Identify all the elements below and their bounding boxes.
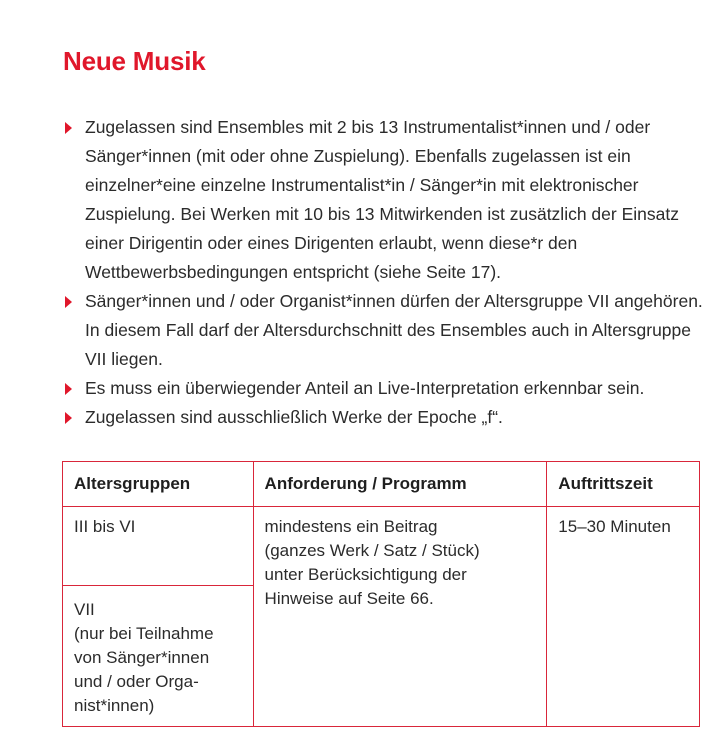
section-title: Neue Musik: [63, 46, 206, 76]
table-header-row: [63, 462, 700, 507]
program-table: [62, 461, 700, 727]
header-requirement: Anforderung / Programm: [253, 462, 547, 507]
list-item: [63, 374, 713, 403]
rules-list: [63, 113, 713, 432]
age-group-cell: VII (nur bei Teilnahme von Sänger*innen und / oder Orga- nist*innen): [63, 586, 254, 727]
triangle-bullet-icon: [65, 122, 72, 134]
list-item: [63, 287, 713, 374]
table-row: [63, 507, 700, 586]
triangle-bullet-icon: [65, 383, 72, 395]
list-item-text: Sänger*innen und / oder Organist*innen dürfen der Altersgruppe VII angehören. In diesem Fall darf der Altersdurchschnitt des Ensembles auch in Altersgruppe VII liegen.: [85, 291, 703, 369]
list-item-text: Es muss ein überwiegender Anteil an Live-Interpretation erkennbar sein.: [85, 378, 645, 398]
list-item: [63, 403, 713, 432]
header-age-groups: Altersgruppen: [63, 462, 254, 507]
time-cell: 15–30 Minuten: [547, 507, 700, 727]
requirement-cell: mindestens ein Beitrag (ganzes Werk / Satz / Stück) unter Berücksichtigung der Hinweise auf Seite 66.: [253, 507, 547, 727]
list-item-text: Zugelassen sind Ensembles mit 2 bis 13 Instrumentalist*innen und / oder Sänger*innen (mit oder ohne Zuspielung). Ebenfalls zugelassen ist ein einzelner*eine einzelne Instrumentalist*in / Sänger*in mit elektronischer Zuspielung. Bei Werken mit 10 bis 13 Mitwirkenden ist zusätzlich der Einsatz einer Dirigentin oder eines Dirigenten erlaubt, wenn diese*r den Wettbewerbsbedingungen entspricht (siehe Seite 17).: [85, 117, 679, 282]
triangle-bullet-icon: [65, 296, 72, 308]
triangle-bullet-icon: [65, 412, 72, 424]
list-item: [63, 113, 713, 287]
age-group-cell: III bis VI: [63, 507, 254, 586]
header-time: Auftrittszeit: [547, 462, 700, 507]
list-item-text: Zugelassen sind ausschließlich Werke der Epoche „f“.: [85, 407, 503, 427]
